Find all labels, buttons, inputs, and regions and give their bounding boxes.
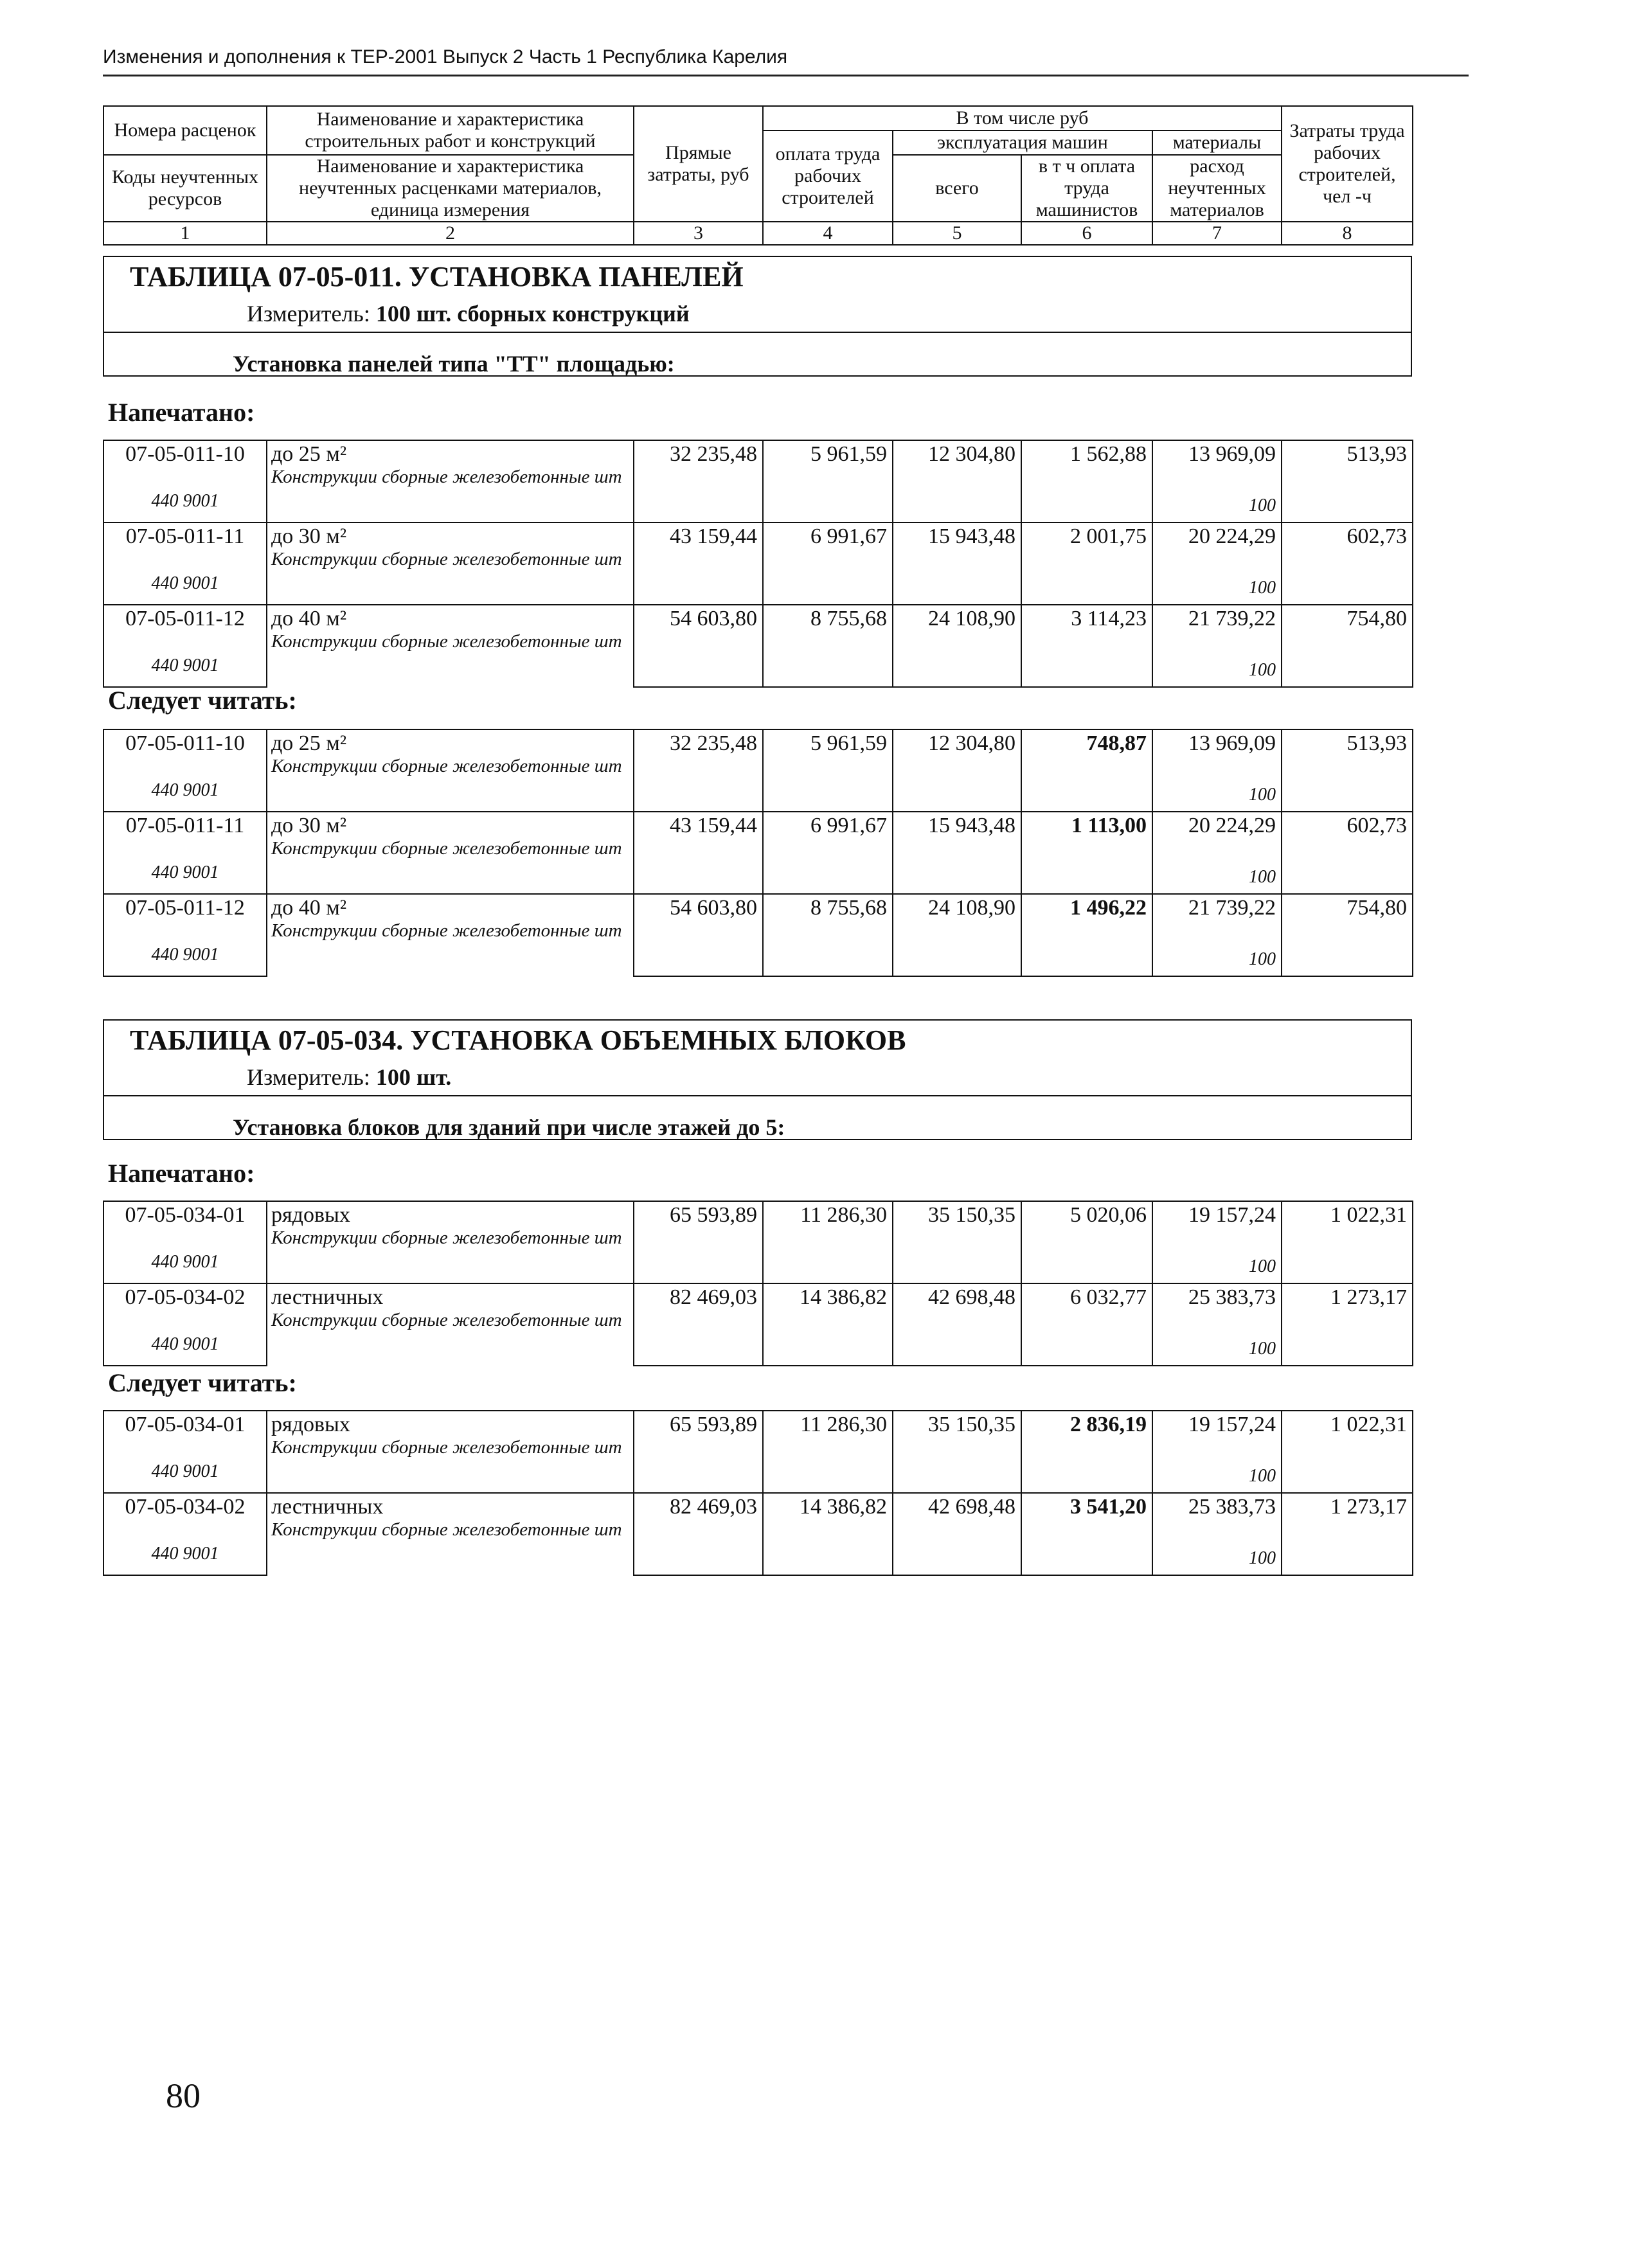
labor-wages: 14 386,82 (763, 1283, 893, 1323)
materials-cost: 20 224,29 (1152, 522, 1282, 562)
work-size: до 25 м² (271, 442, 347, 466)
resource-name: Конструкции сборные железобетонные шт (271, 756, 622, 776)
empty-cell (1282, 933, 1413, 976)
col8-header: Затраты труда рабочих строителей, чел -ч (1282, 106, 1413, 222)
table1-printed-table (103, 440, 1413, 688)
machinist-wages: 1 562,88 (1021, 440, 1152, 479)
direct-costs: 43 159,44 (634, 812, 763, 851)
resource-code: 440 9001 (103, 769, 267, 812)
rate-code: 07-05-034-02 (103, 1283, 267, 1323)
resource-name: Конструкции сборные железобетонные шт (271, 1519, 622, 1540)
labor-wages: 14 386,82 (763, 1493, 893, 1532)
table-row (103, 605, 1413, 644)
direct-costs: 32 235,48 (634, 729, 763, 769)
empty-cell (1282, 479, 1413, 522)
labor-wages: 11 286,30 (763, 1411, 893, 1450)
empty-cell (763, 851, 893, 894)
table2-printed-table (103, 1201, 1413, 1366)
table2-meter-value: 100 шт. (375, 1064, 452, 1090)
table1-corrected-table (103, 729, 1413, 977)
materials-cost: 21 739,22 (1152, 894, 1282, 933)
resource-code: 440 9001 (103, 851, 267, 894)
col-number: 7 (1152, 222, 1282, 245)
table1-title: ТАБЛИЦА 07-05-011. УСТАНОВКА ПАНЕЛЕЙ (130, 261, 744, 292)
empty-cell (763, 644, 893, 687)
col-number: 8 (1282, 222, 1413, 245)
empty-cell (634, 769, 763, 812)
direct-costs: 43 159,44 (634, 522, 763, 562)
machines-total: 15 943,48 (893, 812, 1021, 851)
materials-cost: 25 383,73 (1152, 1283, 1282, 1323)
direct-costs: 82 469,03 (634, 1283, 763, 1323)
empty-cell (763, 1240, 893, 1283)
table-row (103, 440, 1413, 479)
work-description (267, 1201, 634, 1283)
work-size: лестничных (271, 1285, 384, 1309)
table-row (103, 729, 1413, 769)
empty-cell (893, 1240, 1021, 1283)
resource-quantity: 100 (1152, 851, 1282, 894)
col3-header: Прямые затраты, руб (634, 106, 763, 222)
col-number: 4 (763, 222, 893, 245)
empty-cell (763, 479, 893, 522)
empty-cell (1021, 1240, 1152, 1283)
machines-total: 42 698,48 (893, 1493, 1021, 1532)
work-description (267, 1493, 634, 1575)
labor-hours: 513,93 (1282, 440, 1413, 479)
rate-code: 07-05-034-02 (103, 1493, 267, 1532)
work-description (267, 605, 634, 687)
machinist-wages: 2 836,19 (1021, 1411, 1152, 1450)
empty-cell (634, 1450, 763, 1493)
empty-cell (1282, 851, 1413, 894)
page-header: Изменения и дополнения к ТЕР-2001 Выпуск 2 Часть 1 Республика Карелия (103, 46, 788, 67)
table1-title-box (103, 256, 1412, 377)
empty-cell (1021, 769, 1152, 812)
col5-header: всего (893, 155, 1021, 222)
labor-hours: 1 022,31 (1282, 1201, 1413, 1240)
table2-subtitle: Установка блоков для зданий при числе этажей до 5: (233, 1114, 785, 1140)
rate-code: 07-05-011-12 (103, 605, 267, 644)
resource-quantity: 100 (1152, 933, 1282, 976)
resource-code: 440 9001 (103, 644, 267, 687)
work-description (267, 522, 634, 605)
col-number: 1 (103, 222, 267, 245)
table1-corrected-label: Следует читать: (108, 686, 297, 715)
work-size: до 25 м² (271, 731, 347, 755)
table-row (103, 522, 1413, 562)
table2-meter-label: Измеритель: (247, 1064, 370, 1090)
machinist-wages: 3 541,20 (1021, 1493, 1152, 1532)
empty-cell (763, 1450, 893, 1493)
empty-cell (893, 1450, 1021, 1493)
machinist-wages: 5 020,06 (1021, 1201, 1152, 1240)
resource-code: 440 9001 (103, 933, 267, 976)
rate-code: 07-05-034-01 (103, 1411, 267, 1450)
col-number: 3 (634, 222, 763, 245)
table1-meter (104, 296, 1411, 332)
labor-hours: 602,73 (1282, 812, 1413, 851)
empty-cell (763, 562, 893, 605)
work-size: рядовых (271, 1413, 350, 1436)
work-description (267, 440, 634, 522)
machines-total: 42 698,48 (893, 1283, 1021, 1323)
table1-meter-label: Измеритель: (247, 301, 370, 326)
work-description (267, 1283, 634, 1366)
empty-cell (1021, 1323, 1152, 1366)
machines-total: 24 108,90 (893, 894, 1021, 933)
materials-cost: 20 224,29 (1152, 812, 1282, 851)
table-row (103, 1201, 1413, 1240)
col-number: 5 (893, 222, 1021, 245)
empty-cell (893, 479, 1021, 522)
resource-code: 440 9001 (103, 1532, 267, 1575)
resource-name: Конструкции сборные железобетонные шт (271, 467, 622, 487)
resource-name: Конструкции сборные железобетонные шт (271, 549, 622, 569)
empty-cell (1021, 933, 1152, 976)
table-row (103, 1283, 1413, 1323)
table-row (103, 812, 1413, 851)
materials-cost: 25 383,73 (1152, 1493, 1282, 1532)
resource-quantity: 100 (1152, 644, 1282, 687)
resource-quantity: 100 (1152, 479, 1282, 522)
materials-cost: 13 969,09 (1152, 440, 1282, 479)
machinist-wages: 1 496,22 (1021, 894, 1152, 933)
machinist-wages: 2 001,75 (1021, 522, 1152, 562)
labor-wages: 11 286,30 (763, 1201, 893, 1240)
resource-code: 440 9001 (103, 479, 267, 522)
resource-name: Конструкции сборные железобетонные шт (271, 1437, 622, 1458)
machinist-wages: 1 113,00 (1021, 812, 1152, 851)
work-description (267, 729, 634, 812)
machines-total: 15 943,48 (893, 522, 1021, 562)
table2-title: ТАБЛИЦА 07-05-034. УСТАНОВКА ОБЪЕМНЫХ БЛОКОВ (130, 1024, 906, 1056)
empty-cell (634, 1240, 763, 1283)
table-row (103, 1493, 1413, 1532)
labor-hours: 602,73 (1282, 522, 1413, 562)
empty-cell (1021, 1450, 1152, 1493)
empty-cell (893, 851, 1021, 894)
resource-name: Конструкции сборные железобетонные шт (271, 920, 622, 941)
labor-wages: 8 755,68 (763, 605, 893, 644)
work-description (267, 812, 634, 894)
empty-cell (634, 851, 763, 894)
empty-cell (1282, 1323, 1413, 1366)
materials-cost: 21 739,22 (1152, 605, 1282, 644)
work-size: рядовых (271, 1203, 350, 1227)
labor-hours: 1 273,17 (1282, 1283, 1413, 1323)
resource-name: Конструкции сборные железобетонные шт (271, 631, 622, 652)
materials-cost: 19 157,24 (1152, 1411, 1282, 1450)
empty-cell (1282, 1450, 1413, 1493)
table2-corrected-label: Следует читать: (108, 1368, 297, 1397)
table2-title-box (103, 1019, 1412, 1140)
resource-name: Конструкции сборные железобетонные шт (271, 1310, 622, 1330)
empty-cell (634, 479, 763, 522)
machinist-wages: 748,87 (1021, 729, 1152, 769)
empty-cell (634, 1532, 763, 1575)
empty-cell (893, 933, 1021, 976)
machines-total: 35 150,35 (893, 1411, 1021, 1450)
table-row (103, 894, 1413, 933)
empty-cell (634, 933, 763, 976)
table1-printed-label: Напечатано: (108, 398, 255, 427)
materials-cost: 13 969,09 (1152, 729, 1282, 769)
table-row (103, 1411, 1413, 1450)
empty-cell (763, 769, 893, 812)
labor-wages: 6 991,67 (763, 522, 893, 562)
work-size: до 30 м² (271, 814, 347, 837)
resource-quantity: 100 (1152, 1323, 1282, 1366)
work-size: лестничных (271, 1495, 384, 1519)
empty-cell (634, 1323, 763, 1366)
resource-quantity: 100 (1152, 1532, 1282, 1575)
machines-total: 12 304,80 (893, 729, 1021, 769)
empty-cell (1282, 562, 1413, 605)
header-rule (103, 75, 1469, 76)
rate-code: 07-05-011-12 (103, 894, 267, 933)
labor-hours: 513,93 (1282, 729, 1413, 769)
work-size: до 40 м² (271, 896, 347, 920)
resource-quantity: 100 (1152, 562, 1282, 605)
resource-name: Конструкции сборные железобетонные шт (271, 1228, 622, 1248)
empty-cell (1021, 851, 1152, 894)
empty-cell (1282, 769, 1413, 812)
table2-corrected-table (103, 1410, 1413, 1576)
work-description (267, 894, 634, 976)
rate-code: 07-05-011-10 (103, 440, 267, 479)
direct-costs: 54 603,80 (634, 605, 763, 644)
table2-meter (104, 1059, 1411, 1095)
table2-printed-label: Напечатано: (108, 1159, 255, 1188)
empty-cell (1021, 479, 1152, 522)
col2-top-header: Наименование и характеристика строительных работ и конструкций (267, 106, 634, 155)
direct-costs: 54 603,80 (634, 894, 763, 933)
labor-hours: 754,80 (1282, 894, 1413, 933)
table1-subtitle: Установка панелей типа "ТТ" площадью: (233, 351, 675, 377)
empty-cell (893, 1323, 1021, 1366)
machinist-wages: 3 114,23 (1021, 605, 1152, 644)
resource-code: 440 9001 (103, 1240, 267, 1283)
col-number: 6 (1021, 222, 1152, 245)
empty-cell (763, 933, 893, 976)
resource-name: Конструкции сборные железобетонные шт (271, 838, 622, 859)
direct-costs: 65 593,89 (634, 1411, 763, 1450)
direct-costs: 82 469,03 (634, 1493, 763, 1532)
empty-cell (893, 769, 1021, 812)
empty-cell (1282, 1240, 1413, 1283)
machines-total: 12 304,80 (893, 440, 1021, 479)
col1-top-header: Номера расценок (103, 106, 267, 155)
machines-total: 24 108,90 (893, 605, 1021, 644)
col6-header: в т ч оплата труда машинистов (1021, 155, 1152, 222)
empty-cell (634, 644, 763, 687)
empty-cell (1021, 1532, 1152, 1575)
work-size: до 30 м² (271, 524, 347, 548)
empty-cell (1282, 1532, 1413, 1575)
labor-hours: 754,80 (1282, 605, 1413, 644)
resource-code: 440 9001 (103, 1450, 267, 1493)
machines-total: 35 150,35 (893, 1201, 1021, 1240)
group-header: В том числе руб (763, 106, 1282, 130)
empty-cell (893, 644, 1021, 687)
labor-hours: 1 273,17 (1282, 1493, 1413, 1532)
resource-code: 440 9001 (103, 562, 267, 605)
empty-cell (893, 562, 1021, 605)
machines-header: эксплуатация машин (893, 130, 1152, 155)
col4-header: оплата труда рабочих строителей (763, 130, 893, 222)
direct-costs: 65 593,89 (634, 1201, 763, 1240)
table1-meter-value: 100 шт. сборных конструкций (375, 301, 690, 326)
work-description (267, 1411, 634, 1493)
labor-wages: 6 991,67 (763, 812, 893, 851)
col1-bottom-header: Коды неучтенных ресурсов (103, 155, 267, 222)
resource-quantity: 100 (1152, 1240, 1282, 1283)
col2-bottom-header: Наименование и характеристика неучтенных расценками материалов, единица измерения (267, 155, 634, 222)
empty-cell (634, 562, 763, 605)
labor-hours: 1 022,31 (1282, 1411, 1413, 1450)
labor-wages: 5 961,59 (763, 440, 893, 479)
empty-cell (1282, 644, 1413, 687)
work-size: до 40 м² (271, 607, 347, 630)
empty-cell (893, 1532, 1021, 1575)
col7-header: расход неучтенных материалов (1152, 155, 1282, 222)
rate-code: 07-05-034-01 (103, 1201, 267, 1240)
column-header-table (103, 105, 1413, 246)
rate-code: 07-05-011-11 (103, 522, 267, 562)
col-number: 2 (267, 222, 634, 245)
resource-code: 440 9001 (103, 1323, 267, 1366)
labor-wages: 8 755,68 (763, 894, 893, 933)
empty-cell (1021, 562, 1152, 605)
empty-cell (763, 1323, 893, 1366)
direct-costs: 32 235,48 (634, 440, 763, 479)
machinist-wages: 6 032,77 (1021, 1283, 1152, 1323)
empty-cell (1021, 644, 1152, 687)
page-number: 80 (166, 2076, 201, 2115)
materials-cost: 19 157,24 (1152, 1201, 1282, 1240)
materials-header: материалы (1152, 130, 1282, 155)
rate-code: 07-05-011-10 (103, 729, 267, 769)
empty-cell (763, 1532, 893, 1575)
rate-code: 07-05-011-11 (103, 812, 267, 851)
resource-quantity: 100 (1152, 1450, 1282, 1493)
labor-wages: 5 961,59 (763, 729, 893, 769)
resource-quantity: 100 (1152, 769, 1282, 812)
